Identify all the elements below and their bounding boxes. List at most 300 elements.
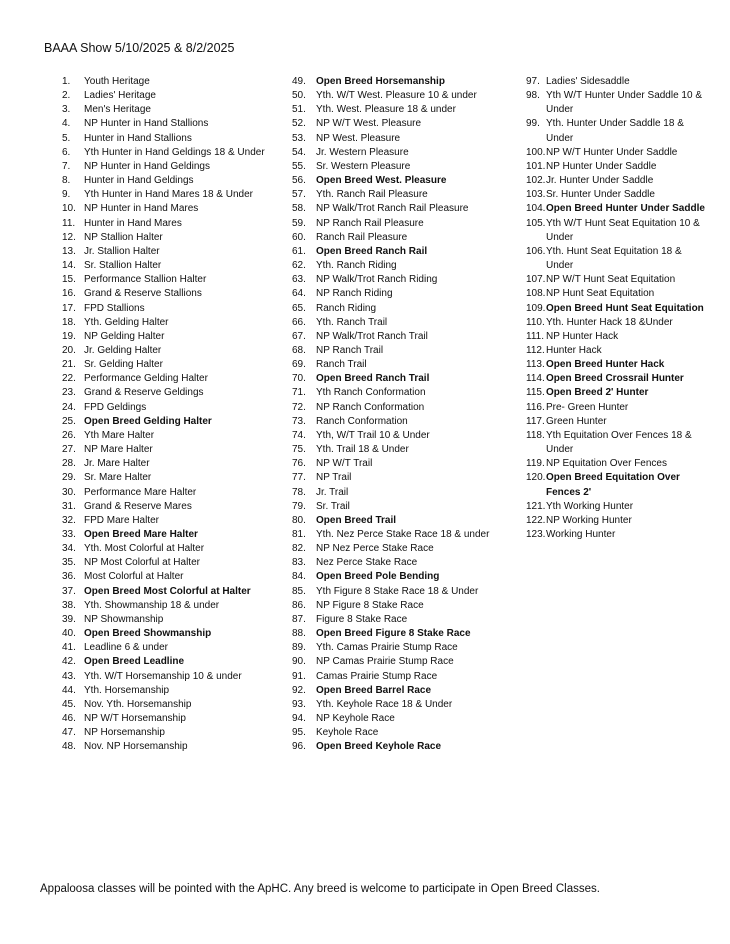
class-list-item — [292, 259, 518, 273]
class-number: 25. — [62, 415, 76, 427]
class-list-item — [292, 415, 518, 429]
class-list-item — [62, 202, 274, 216]
class-number: 68. — [292, 344, 306, 356]
class-name: NP Horsemanship — [84, 727, 165, 739]
class-list-item — [292, 443, 518, 457]
class-name: Figure 8 Stake Race — [316, 613, 408, 625]
class-list-item — [292, 585, 518, 599]
class-list-item — [292, 712, 518, 726]
class-number: 83. — [292, 557, 306, 569]
class-number: 70. — [292, 373, 306, 385]
class-list-item — [292, 570, 518, 584]
class-list-item — [62, 429, 274, 443]
class-list-item — [292, 372, 518, 386]
class-number: 15. — [62, 274, 76, 286]
class-name: Open Breed Pole Bending — [316, 571, 440, 583]
class-name: Working Hunter — [546, 529, 616, 540]
class-name: Sr. Western Pleasure — [316, 160, 411, 172]
class-list-item — [292, 655, 518, 669]
class-list-item — [526, 287, 710, 301]
class-name: FPD Geldings — [84, 401, 147, 413]
class-list-item — [526, 117, 710, 145]
class-list-item — [292, 75, 518, 89]
class-number: 50. — [292, 90, 306, 102]
class-list-item — [62, 500, 274, 514]
class-list-item — [526, 528, 710, 542]
class-list-item — [62, 712, 274, 726]
class-list-item — [526, 429, 710, 457]
class-name: Yth. Trail 18 & Under — [316, 444, 409, 456]
class-number: 77. — [292, 472, 306, 484]
class-number: 92. — [292, 684, 306, 696]
class-number: 26. — [62, 429, 76, 441]
class-number: 16. — [62, 288, 76, 300]
class-name: Sr. Mare Halter — [84, 472, 152, 484]
class-name: Sr. Trail — [316, 500, 350, 512]
class-number: 76. — [292, 458, 306, 470]
class-number: 112. — [526, 344, 545, 356]
class-name: NP Ranch Trail — [316, 344, 384, 356]
class-number: 79. — [292, 500, 306, 512]
class-list-item — [62, 386, 274, 400]
class-list-item — [292, 613, 518, 627]
class-number: 107. — [526, 274, 546, 286]
class-list-item — [292, 471, 518, 485]
class-name: Yth Hunter in Hand Mares 18 & Under — [84, 189, 253, 201]
class-name: Nez Perce Stake Race — [316, 557, 418, 569]
footer-note: Appaloosa classes will be pointed with the ApHC. Any breed is welcome to participate in Open Breed Classes. — [40, 883, 600, 895]
class-number: 44. — [62, 684, 76, 696]
class-number: 86. — [292, 599, 306, 611]
class-number: 43. — [62, 670, 76, 682]
class-list-item — [292, 245, 518, 259]
class-number: 102. — [526, 175, 546, 187]
class-list-item — [292, 273, 518, 287]
class-name: Sr. Stallion Halter — [84, 260, 162, 272]
class-number: 29. — [62, 472, 76, 484]
class-number: 108. — [526, 288, 546, 300]
class-name: Open Breed Crossrail Hunter — [546, 373, 684, 385]
class-name: NP Figure 8 Stake Race — [316, 599, 424, 611]
class-name: Camas Prairie Stump Race — [316, 670, 438, 682]
class-number: 104. — [526, 203, 546, 215]
class-list-item — [526, 302, 710, 316]
class-name: Yth Figure 8 Stake Race 18 & Under — [316, 585, 479, 597]
class-number: 40. — [62, 628, 76, 640]
class-number: 47. — [62, 727, 76, 739]
class-name: Jr. Mare Halter — [84, 458, 150, 470]
class-number: 37. — [62, 585, 76, 597]
class-number: 123. — [526, 529, 546, 540]
class-list-item — [62, 344, 274, 358]
class-list-column-1 — [62, 75, 274, 755]
class-name: Youth Heritage — [84, 76, 150, 87]
class-number: 54. — [292, 146, 306, 158]
class-list-item — [62, 627, 274, 641]
class-list-item — [292, 188, 518, 202]
class-list-item — [62, 486, 274, 500]
class-name: NP Walk/Trot Ranch Riding — [316, 274, 438, 286]
class-name: NP Camas Prairie Stump Race — [316, 656, 454, 668]
class-list-item — [62, 287, 274, 301]
class-number: 31. — [62, 500, 76, 512]
class-name: NP Stallion Halter — [84, 231, 163, 243]
class-number: 59. — [292, 217, 306, 229]
class-name: Jr. Western Pleasure — [316, 146, 409, 158]
class-number: 41. — [62, 642, 76, 654]
class-name: NP W/T West. Pleasure — [316, 118, 422, 130]
class-number: 13. — [62, 245, 76, 257]
class-number: 93. — [292, 698, 306, 710]
class-number: 87. — [292, 613, 306, 625]
class-name: Hunter in Hand Mares — [84, 217, 182, 229]
class-name: NP Gelding Halter — [84, 330, 165, 342]
class-name: Yth Equitation Over Fences 18 & Under — [546, 429, 692, 456]
class-list-item — [62, 655, 274, 669]
class-list-item — [526, 217, 710, 245]
class-number: 23. — [62, 387, 76, 399]
class-list-item — [292, 740, 518, 754]
class-list-item — [292, 316, 518, 330]
class-name: Open Breed Gelding Halter — [84, 415, 212, 427]
class-list-item — [62, 75, 274, 89]
class-number: 109. — [526, 302, 546, 314]
class-name: Yth. Showmanship 18 & under — [84, 599, 220, 611]
class-name: Yth. Most Colorful at Halter — [84, 543, 205, 555]
class-list-item — [292, 698, 518, 712]
class-list-item — [62, 698, 274, 712]
class-number: 90. — [292, 656, 306, 668]
class-list-item — [62, 670, 274, 684]
class-list-item — [526, 386, 710, 400]
class-list-item — [526, 160, 710, 174]
class-number: 103. — [526, 189, 546, 201]
class-name: Open Breed Ranch Trail — [316, 373, 430, 385]
class-name: NP West. Pleasure — [316, 132, 401, 144]
class-list-item — [62, 372, 274, 386]
class-name: Jr. Trail — [316, 486, 349, 498]
class-list-item — [292, 429, 518, 443]
class-name: Open Breed Ranch Rail — [316, 245, 428, 257]
class-name: Yth. W/T West. Pleasure 10 & under — [316, 90, 477, 102]
class-number: 84. — [292, 571, 306, 583]
class-number: 36. — [62, 571, 76, 583]
class-number: 65. — [292, 302, 306, 314]
class-name: Yth. Hunt Seat Equitation 18 & Under — [546, 245, 682, 272]
class-number: 6. — [62, 146, 71, 158]
class-name: Open Breed Trail — [316, 514, 397, 526]
class-list-item — [62, 684, 274, 698]
class-name: Keyhole Race — [316, 727, 379, 739]
class-name: NP Most Colorful at Halter — [84, 557, 200, 569]
class-name: NP Hunter in Hand Stallions — [84, 118, 209, 130]
class-name: Yth Ranch Conformation — [316, 387, 426, 399]
class-list-item — [526, 471, 710, 499]
class-list-item — [526, 316, 710, 330]
class-number: 20. — [62, 344, 76, 356]
class-name: Ranch Conformation — [316, 415, 408, 427]
class-list-item — [62, 740, 274, 754]
class-name: NP Hunter in Hand Mares — [84, 203, 199, 215]
class-name: Open Breed Hunter Hack — [546, 359, 665, 371]
class-list-item — [292, 231, 518, 245]
class-list-item — [292, 500, 518, 514]
class-name: Yth W/T Hunt Seat Equitation 10 & Under — [546, 217, 700, 243]
class-list-item — [62, 174, 274, 188]
class-number: 118. — [526, 429, 545, 441]
class-name: Jr. Stallion Halter — [84, 245, 160, 257]
class-list-item — [292, 556, 518, 570]
class-number: 48. — [62, 741, 76, 753]
class-number: 110. — [526, 316, 545, 328]
class-list-item — [526, 273, 710, 287]
class-list-item — [62, 231, 274, 245]
class-list-item — [292, 302, 518, 316]
class-name: Open Breed Hunter Under Saddle — [546, 203, 705, 215]
class-list-item — [526, 202, 710, 216]
class-name: Jr. Gelding Halter — [84, 344, 162, 356]
class-list-item — [62, 89, 274, 103]
class-number: 21. — [62, 359, 76, 371]
class-name: Grand & Reserve Mares — [84, 500, 192, 512]
class-name: Performance Mare Halter — [84, 486, 197, 498]
class-number: 39. — [62, 613, 76, 625]
class-number: 78. — [292, 486, 306, 498]
class-list-item — [526, 358, 710, 372]
class-list-item — [292, 542, 518, 556]
class-name: Ladies' Sidesaddle — [546, 76, 630, 87]
class-name: Nov. NP Horsemanship — [84, 741, 188, 753]
class-number: 119. — [526, 458, 545, 470]
class-list-item — [62, 443, 274, 457]
class-name: Yth. Nez Perce Stake Race 18 & under — [316, 529, 490, 540]
class-list-item — [292, 457, 518, 471]
class-name: Open Breed Mare Halter — [84, 529, 198, 540]
class-list-item — [62, 641, 274, 655]
class-name: Pre- Green Hunter — [546, 401, 629, 413]
class-list-item — [292, 174, 518, 188]
class-name: NP Working Hunter — [546, 514, 632, 526]
class-number: 45. — [62, 698, 76, 710]
class-name: Yth. Gelding Halter — [84, 316, 169, 328]
class-name: NP W/T Horsemanship — [84, 713, 186, 725]
class-number: 58. — [292, 203, 306, 215]
class-name: Men's Heritage — [84, 104, 151, 116]
class-name: Hunter in Hand Geldings — [84, 175, 194, 187]
class-number: 67. — [292, 330, 306, 342]
class-name: Most Colorful at Halter — [84, 571, 184, 583]
class-list-item — [62, 457, 274, 471]
class-number: 99. — [526, 118, 540, 130]
class-name: Open Breed Hunt Seat Equitation — [546, 302, 704, 314]
class-number: 122. — [526, 514, 546, 526]
class-name: NP W/T Hunt Seat Equitation — [546, 274, 676, 286]
class-name: NP Equitation Over Fences — [546, 458, 667, 470]
class-number: 12. — [62, 231, 76, 243]
class-name: Grand & Reserve Stallions — [84, 288, 202, 300]
class-list-item — [526, 75, 710, 89]
class-name: NP Showmanship — [84, 613, 164, 625]
class-list-item — [292, 202, 518, 216]
class-number: 60. — [292, 231, 306, 243]
class-number: 85. — [292, 585, 306, 597]
class-name: Ladies' Heritage — [84, 90, 156, 102]
class-name: Performance Stallion Halter — [84, 274, 207, 286]
class-list-item — [62, 117, 274, 131]
class-list-item — [292, 344, 518, 358]
class-number: 51. — [292, 104, 306, 116]
class-name: NP Hunter in Hand Geldings — [84, 160, 210, 172]
class-name: NP Nez Perce Stake Race — [316, 543, 434, 555]
class-list-item — [292, 89, 518, 103]
class-number: 52. — [292, 118, 306, 130]
class-number: 11. — [62, 217, 76, 229]
class-name: FPD Stallions — [84, 302, 145, 314]
class-list-item — [526, 415, 710, 429]
class-name: Open Breed Leadline — [84, 656, 185, 668]
class-number: 97. — [526, 76, 540, 87]
class-name: Yth. W/T Horsemanship 10 & under — [84, 670, 242, 682]
class-name: Open Breed Barrel Race — [316, 684, 432, 696]
class-list-item — [62, 514, 274, 528]
class-name: Yth Hunter in Hand Geldings 18 & Under — [84, 146, 265, 158]
class-list-item — [62, 302, 274, 316]
class-number: 14. — [62, 260, 76, 272]
class-number: 120. — [526, 472, 546, 484]
class-name: Open Breed Horsemanship — [316, 76, 445, 87]
class-name: Ranch Rail Pleasure — [316, 231, 408, 243]
class-number: 80. — [292, 514, 306, 526]
class-list-item — [292, 627, 518, 641]
class-number: 69. — [292, 359, 306, 371]
class-number: 17. — [62, 302, 76, 314]
class-list-item — [62, 245, 274, 259]
class-list-item — [292, 670, 518, 684]
class-name: NP Hunt Seat Equitation — [546, 288, 655, 300]
class-list-item — [62, 188, 274, 202]
class-number: 22. — [62, 373, 76, 385]
class-name: Nov. Yth. Horsemanship — [84, 698, 192, 710]
class-number: 73. — [292, 415, 306, 427]
page-title: BAAA Show 5/10/2025 & 8/2/2025 — [44, 41, 235, 55]
class-list-column-3 — [526, 75, 710, 542]
class-number: 18. — [62, 316, 76, 328]
class-number: 113. — [526, 359, 545, 371]
class-number: 115. — [526, 387, 545, 399]
class-name: Sr. Hunter Under Saddle — [546, 189, 655, 201]
class-number: 98. — [526, 90, 540, 102]
class-number: 24. — [62, 401, 76, 413]
class-name: Open Breed West. Pleasure — [316, 175, 447, 187]
class-number: 96. — [292, 741, 306, 753]
class-list-item — [62, 146, 274, 160]
class-name: NP Hunter Under Saddle — [546, 160, 657, 172]
class-number: 46. — [62, 713, 76, 725]
class-name: Ranch Trail — [316, 359, 367, 371]
class-list-item — [292, 287, 518, 301]
class-list-item — [526, 330, 710, 344]
class-list-item — [62, 103, 274, 117]
class-number: 9. — [62, 189, 71, 201]
class-number: 28. — [62, 458, 76, 470]
class-list-item — [526, 146, 710, 160]
class-number: 57. — [292, 189, 306, 201]
class-number: 34. — [62, 543, 76, 555]
class-list-item — [62, 358, 274, 372]
class-list-item — [526, 401, 710, 415]
class-list-item — [526, 188, 710, 202]
class-list-item — [62, 471, 274, 485]
class-list-item — [526, 245, 710, 273]
class-list-item — [292, 160, 518, 174]
class-name: Yth. Camas Prairie Stump Race — [316, 642, 458, 654]
class-list-item — [62, 273, 274, 287]
class-list-item — [292, 330, 518, 344]
class-list-item — [292, 103, 518, 117]
class-number: 33. — [62, 529, 76, 540]
class-name: Hunter Hack — [546, 344, 602, 356]
class-name: Leadline 6 & under — [84, 642, 168, 654]
class-list-item — [292, 599, 518, 613]
class-number: 56. — [292, 175, 306, 187]
class-name: Yth. Ranch Riding — [316, 260, 397, 272]
class-name: NP Ranch Riding — [316, 288, 393, 300]
class-number: 91. — [292, 670, 306, 682]
class-number: 5. — [62, 132, 71, 144]
class-list-item — [62, 613, 274, 627]
class-name: NP W/T Trail — [316, 458, 373, 470]
class-list-item — [62, 316, 274, 330]
class-number: 105. — [526, 217, 546, 229]
class-number: 38. — [62, 599, 76, 611]
class-name: Green Hunter — [546, 415, 607, 427]
class-number: 2. — [62, 90, 71, 102]
class-number: 32. — [62, 514, 76, 526]
class-name: Yth. Keyhole Race 18 & Under — [316, 698, 453, 710]
class-number: 95. — [292, 727, 306, 739]
class-name: Ranch Riding — [316, 302, 377, 314]
class-list-item — [292, 528, 518, 542]
class-number: 100. — [526, 146, 546, 158]
class-number: 7. — [62, 160, 71, 172]
class-number: 88. — [292, 628, 306, 640]
class-name: NP Ranch Rail Pleasure — [316, 217, 424, 229]
class-number: 101. — [526, 160, 546, 172]
class-number: 71. — [292, 387, 306, 399]
class-name: Yth. West. Pleasure 18 & under — [316, 104, 456, 116]
class-name: Open Breed Equitation Over Fences 2' — [546, 472, 680, 498]
class-number: 114. — [526, 373, 545, 385]
class-list-item — [526, 372, 710, 386]
class-list-item — [526, 89, 710, 117]
class-number: 82. — [292, 543, 306, 555]
class-list-item — [526, 457, 710, 471]
class-list-item — [62, 330, 274, 344]
class-list-item — [526, 344, 710, 358]
class-name: NP Keyhole Race — [316, 713, 395, 725]
class-number: 72. — [292, 401, 306, 413]
class-list-item — [62, 726, 274, 740]
class-number: 27. — [62, 444, 76, 456]
class-name: NP Mare Halter — [84, 444, 153, 456]
class-number: 64. — [292, 288, 306, 300]
class-list-item — [292, 514, 518, 528]
class-number: 94. — [292, 713, 306, 725]
class-name: NP W/T Hunter Under Saddle — [546, 146, 678, 158]
class-number: 4. — [62, 118, 71, 130]
class-number: 10. — [62, 203, 76, 215]
class-list-item — [62, 401, 274, 415]
